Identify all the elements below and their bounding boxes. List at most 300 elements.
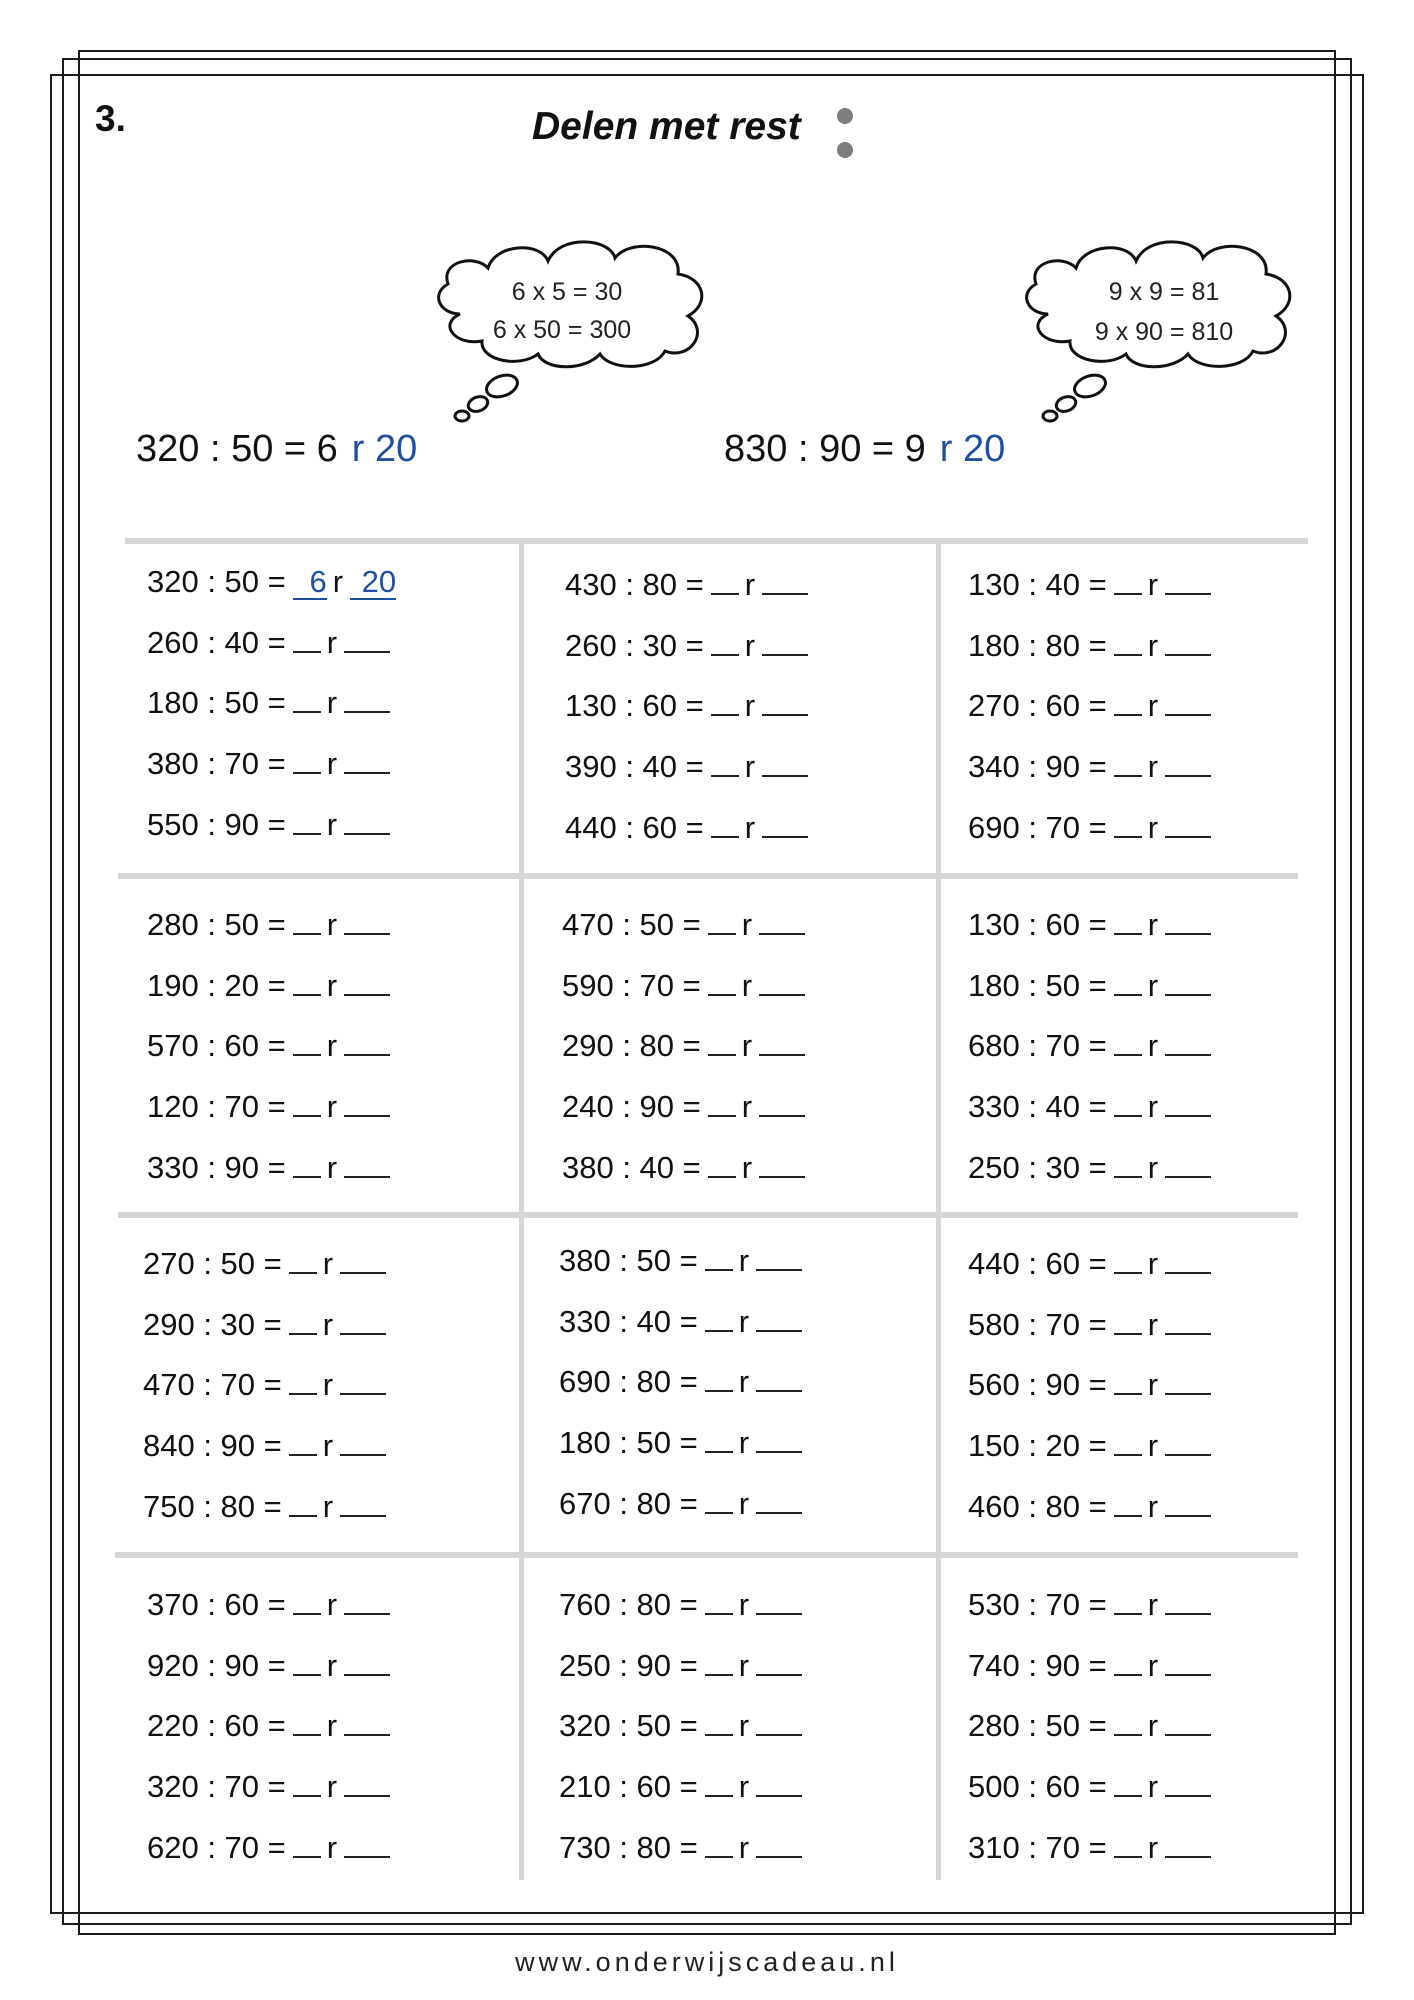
example-remainder-answer: 20 [350,566,396,600]
exercise-row [565,626,905,687]
exercise-equation: 470 : 50 = [562,907,701,942]
remainder-blank[interactable] [762,810,808,838]
exercise-equation: 330 : 90 = [147,1149,286,1185]
exercise-equation: 240 : 90 = [562,1089,701,1125]
quotient-blank[interactable] [289,1489,317,1517]
exercise-row [143,1305,483,1366]
remainder-label: r [326,685,338,721]
quotient-blank[interactable] [293,1089,321,1117]
exercise-equation: 120 : 70 = [147,1089,286,1125]
exercise-equation: 320 : 70 = [147,1769,286,1805]
exercise-equation: 530 : 70 = [968,1587,1107,1622]
remainder-blank[interactable] [1165,1587,1211,1615]
exercise-equation: 260 : 40 = [147,624,286,660]
exercise-equation: 470 : 70 = [143,1367,282,1403]
exercise-equation: 430 : 80 = [565,567,704,602]
exercise-block-11 [559,1585,899,1888]
remainder-blank[interactable] [1165,1150,1211,1178]
quotient-blank[interactable] [705,1304,733,1332]
remainder-blank[interactable] [1165,1367,1211,1395]
quotient-blank[interactable] [289,1246,317,1274]
hint-2-line-2: 9 x 90 = 810 [1094,318,1234,346]
remainder-label: r [1147,749,1159,785]
remainder-blank[interactable] [344,1089,390,1117]
remainder-label: r [322,1428,334,1464]
quotient-blank[interactable] [1114,749,1142,777]
exercise-equation: 250 : 90 = [559,1647,698,1683]
remainder-blank[interactable] [762,628,808,656]
exercise-row [559,1706,899,1767]
remainder-blank[interactable] [340,1307,386,1335]
quotient-blank[interactable] [1114,1150,1142,1178]
quotient-blank[interactable] [1114,1769,1142,1797]
quotient-blank[interactable] [708,968,736,996]
exercise-row [968,1148,1308,1209]
exercise-row [559,1828,899,1889]
remainder-label: r [322,1246,334,1281]
remainder-blank[interactable] [344,1648,390,1676]
exercise-equation: 920 : 90 = [147,1647,286,1683]
remainder-blank[interactable] [1165,1708,1211,1736]
remainder-blank[interactable] [1165,968,1211,996]
quotient-blank[interactable] [289,1307,317,1335]
remainder-blank[interactable] [344,685,390,713]
exercise-equation: 310 : 70 = [968,1829,1107,1865]
quotient-blank[interactable] [293,625,321,653]
remainder-blank[interactable] [1165,907,1211,935]
exercise-row [559,1362,899,1423]
remainder-blank[interactable] [1165,688,1211,716]
exercise-equation: 270 : 50 = [143,1246,282,1281]
exercise-equation: 380 : 40 = [562,1149,701,1185]
exercise-equation: 380 : 50 = [559,1243,698,1278]
remainder-blank[interactable] [759,907,805,935]
remainder-label: r [1147,1089,1159,1125]
exercise-block-7 [143,1244,483,1547]
remainder-label: r [326,1149,338,1185]
quotient-blank[interactable] [289,1367,317,1395]
remainder-label: r [744,809,756,845]
remainder-blank[interactable] [1165,1246,1211,1274]
remainder-label: r [326,1647,338,1683]
remainder-blank[interactable] [340,1246,386,1274]
quotient-blank[interactable] [1114,628,1142,656]
exercise-equation: 590 : 70 = [562,967,701,1003]
quotient-blank[interactable] [708,1150,736,1178]
remainder-blank[interactable] [756,1243,802,1271]
remainder-blank[interactable] [344,807,390,835]
exercise-equation: 150 : 20 = [968,1428,1107,1464]
exercise-equation: 210 : 60 = [559,1769,698,1805]
remainder-label: r [326,967,338,1003]
exercise-equation: 320 : 50 = [147,564,286,599]
remainder-label: r [744,567,756,602]
remainder-label: r [1147,1246,1159,1281]
remainder-blank[interactable] [1165,749,1211,777]
quotient-blank[interactable] [289,1428,317,1456]
remainder-label: r [1147,567,1159,602]
quotient-blank[interactable] [711,810,739,838]
remainder-blank[interactable] [1165,810,1211,838]
exercise-equation: 680 : 70 = [968,1028,1107,1064]
exercise-block-5 [562,905,902,1208]
remainder-blank[interactable] [1165,1428,1211,1456]
remainder-blank[interactable] [762,749,808,777]
exercise-equation: 440 : 60 = [968,1246,1107,1281]
exercise-equation: 380 : 70 = [147,746,286,782]
remainder-label: r [322,1488,334,1524]
quotient-blank[interactable] [293,1648,321,1676]
exercise-equation: 130 : 60 = [968,907,1107,942]
remainder-label: r [744,627,756,663]
remainder-label: r [1147,627,1159,663]
example-2 [724,428,1005,471]
remainder-blank[interactable] [756,1648,802,1676]
remainder-label: r [744,749,756,785]
exercise-equation: 840 : 90 = [143,1428,282,1464]
exercise-equation: 180 : 50 = [147,685,286,721]
remainder-blank[interactable] [344,746,390,774]
quotient-blank[interactable] [705,1587,733,1615]
remainder-blank[interactable] [1165,1769,1211,1797]
remainder-label: r [1147,1488,1159,1524]
remainder-label: r [738,1829,750,1865]
example-1-remainder: r 20 [351,428,418,470]
exercise-equation: 180 : 50 = [968,967,1107,1003]
exercise-row [562,1026,902,1087]
exercise-row [147,1646,487,1707]
exercise-equation: 560 : 90 = [968,1367,1107,1403]
quotient-blank[interactable] [705,1708,733,1736]
remainder-blank[interactable] [759,1028,805,1056]
remainder-blank[interactable] [1165,1307,1211,1335]
remainder-label: r [326,806,338,842]
sheet-number: 3. [95,98,126,139]
quotient-blank[interactable] [705,1769,733,1797]
remainder-label: r [741,967,753,1003]
exercise-row [147,805,487,866]
remainder-blank[interactable] [756,1769,802,1797]
remainder-label: r [738,1485,750,1521]
exercise-block-3 [968,565,1308,868]
exercise-row [147,562,487,623]
remainder-blank[interactable] [756,1587,802,1615]
exercise-equation: 690 : 80 = [559,1364,698,1400]
remainder-label: r [738,1708,750,1744]
quotient-blank[interactable] [1114,567,1142,595]
exercise-row [562,966,902,1027]
remainder-label: r [738,1303,750,1339]
quotient-blank[interactable] [1114,688,1142,716]
exercise-equation: 460 : 80 = [968,1488,1107,1524]
quotient-blank[interactable] [705,1486,733,1514]
remainder-blank[interactable] [759,1150,805,1178]
exercise-equation: 180 : 80 = [968,627,1107,663]
quotient-blank[interactable] [293,1769,321,1797]
exercise-equation: 580 : 70 = [968,1306,1107,1342]
remainder-blank[interactable] [1165,1489,1211,1517]
exercise-equation: 180 : 50 = [559,1425,698,1461]
exercise-equation: 290 : 80 = [562,1028,701,1064]
grid-line-col-1 [519,540,524,1880]
footer-website-url[interactable]: www.onderwijscadeau.nl [515,1947,899,1977]
quotient-blank[interactable] [1114,1708,1142,1736]
exercise-row [559,1484,899,1545]
remainder-label: r [1147,1367,1159,1403]
exercise-row [143,1365,483,1426]
remainder-blank[interactable] [759,1089,805,1117]
quotient-blank[interactable] [711,688,739,716]
remainder-blank[interactable] [344,1830,390,1858]
remainder-label: r [326,746,338,782]
remainder-label: r [1147,1028,1159,1064]
exercise-row [147,1706,487,1767]
exercise-block-9 [968,1244,1308,1547]
exercise-row [968,1585,1308,1646]
remainder-label: r [1147,967,1159,1003]
exercise-row [968,1087,1308,1148]
remainder-blank[interactable] [762,567,808,595]
exercise-block-10 [147,1585,487,1888]
remainder-label: r [326,1587,338,1622]
remainder-blank[interactable] [1165,1028,1211,1056]
exercise-row [968,626,1308,687]
example-1 [136,428,417,471]
exercise-equation: 130 : 60 = [565,688,704,724]
exercise-row [147,1026,487,1087]
remainder-label: r [741,1028,753,1064]
exercise-equation: 220 : 60 = [147,1708,286,1744]
remainder-label: r [738,1647,750,1683]
exercise-equation: 760 : 80 = [559,1587,698,1622]
remainder-label: r [738,1769,750,1805]
exercise-row [562,1087,902,1148]
exercise-block-6 [968,905,1308,1208]
remainder-label: r [1147,907,1159,942]
exercise-row [968,1305,1308,1366]
exercise-equation: 280 : 50 = [147,907,286,942]
remainder-blank[interactable] [340,1428,386,1456]
exercise-row [968,1767,1308,1828]
exercise-row [559,1646,899,1707]
quotient-blank[interactable] [1114,968,1142,996]
exercise-equation: 130 : 40 = [968,567,1107,602]
remainder-label: r [738,1425,750,1461]
quotient-blank[interactable] [1114,907,1142,935]
exercise-equation: 620 : 70 = [147,1829,286,1865]
remainder-blank[interactable] [756,1830,802,1858]
exercise-block-1 [147,562,487,865]
quotient-blank[interactable] [705,1830,733,1858]
remainder-blank[interactable] [344,968,390,996]
exercise-equation: 440 : 60 = [565,809,704,845]
example-1-equation: 320 : 50 = 6 [136,428,338,470]
exercise-equation: 190 : 20 = [147,967,286,1003]
exercise-equation: 390 : 40 = [565,749,704,785]
quotient-blank[interactable] [293,907,321,935]
quotient-blank[interactable] [1114,1307,1142,1335]
quotient-blank[interactable] [293,1028,321,1056]
exercise-row [147,1087,487,1148]
remainder-blank[interactable] [756,1425,802,1453]
remainder-label: r [741,907,753,942]
quotient-blank[interactable] [708,1028,736,1056]
remainder-blank[interactable] [1165,1089,1211,1117]
example-2-equation: 830 : 90 = 9 [724,428,926,470]
remainder-blank[interactable] [1165,1648,1211,1676]
exercise-row [968,747,1308,808]
exercise-row [565,808,905,869]
quotient-blank[interactable] [1114,1587,1142,1615]
quotient-blank[interactable] [1114,1428,1142,1456]
exercise-block-4 [147,905,487,1208]
exercise-row [143,1426,483,1487]
hint-cloud-2 [1008,236,1308,426]
remainder-blank[interactable] [756,1486,802,1514]
grid-line-top [125,538,1308,544]
remainder-label: r [326,1708,338,1744]
remainder-blank[interactable] [344,1769,390,1797]
quotient-blank[interactable] [293,685,321,713]
exercise-equation: 730 : 80 = [559,1829,698,1865]
remainder-label: r [1147,1769,1159,1805]
quotient-blank[interactable] [1114,1246,1142,1274]
remainder-label: r [326,1769,338,1805]
quotient-blank[interactable] [1114,1367,1142,1395]
quotient-blank[interactable] [711,749,739,777]
exercise-equation: 320 : 50 = [559,1708,698,1744]
remainder-blank[interactable] [344,625,390,653]
quotient-blank[interactable] [711,567,739,595]
exercise-row [143,1487,483,1548]
quotient-blank[interactable] [293,1150,321,1178]
quotient-blank[interactable] [705,1243,733,1271]
exercise-equation: 500 : 60 = [968,1769,1107,1805]
remainder-label: r [1147,1428,1159,1464]
quotient-blank[interactable] [293,1830,321,1858]
exercise-row [559,1241,899,1302]
remainder-label: r [1147,809,1159,845]
quotient-blank[interactable] [293,746,321,774]
exercise-equation: 750 : 80 = [143,1488,282,1524]
remainder-blank[interactable] [344,1587,390,1615]
quotient-blank[interactable] [705,1364,733,1392]
remainder-blank[interactable] [344,1150,390,1178]
exercise-row [968,966,1308,1027]
remainder-label: r [1147,1149,1159,1185]
exercise-row [968,1244,1308,1305]
exercise-row [565,747,905,808]
exercise-equation: 330 : 40 = [559,1303,698,1339]
exercise-row [968,1026,1308,1087]
exercise-row [562,1148,902,1209]
exercise-equation: 330 : 40 = [968,1089,1107,1125]
exercise-row [147,623,487,684]
remainder-label: r [1147,1829,1159,1865]
remainder-label: r [1147,1587,1159,1622]
quotient-blank[interactable] [705,1425,733,1453]
example-2-remainder: r 20 [939,428,1006,470]
remainder-label: r [326,1829,338,1865]
remainder-blank[interactable] [344,907,390,935]
remainder-blank[interactable] [1165,628,1211,656]
remainder-label: r [741,1149,753,1185]
remainder-label: r [326,1028,338,1064]
exercise-row [968,808,1308,869]
remainder-blank[interactable] [1165,567,1211,595]
exercise-row [147,1828,487,1889]
remainder-label: r [1147,688,1159,724]
quotient-blank[interactable] [1114,1489,1142,1517]
exercise-equation: 670 : 80 = [559,1485,698,1521]
remainder-blank[interactable] [759,968,805,996]
exercise-row [147,966,487,1027]
exercise-block-12 [968,1585,1308,1888]
quotient-blank[interactable] [711,628,739,656]
quotient-blank[interactable] [293,807,321,835]
exercise-row [147,1767,487,1828]
quotient-blank[interactable] [1114,1028,1142,1056]
quotient-blank[interactable] [293,1708,321,1736]
remainder-label: r [738,1587,750,1622]
exercise-equation: 250 : 30 = [968,1149,1107,1185]
exercise-equation: 570 : 60 = [147,1028,286,1064]
remainder-blank[interactable] [762,688,808,716]
remainder-blank[interactable] [756,1708,802,1736]
quotient-blank[interactable] [1114,1089,1142,1117]
remainder-label: r [738,1364,750,1400]
exercise-equation: 340 : 90 = [968,749,1107,785]
quotient-blank[interactable] [705,1648,733,1676]
quotient-blank[interactable] [293,1587,321,1615]
remainder-blank[interactable] [340,1489,386,1517]
remainder-label: r [332,564,344,599]
quotient-blank[interactable] [708,1089,736,1117]
exercise-row [968,1487,1308,1548]
exercise-equation: 550 : 90 = [147,806,286,842]
hint-cloud-1 [420,236,720,426]
exercise-row [559,1767,899,1828]
remainder-blank[interactable] [344,1708,390,1736]
remainder-blank[interactable] [340,1367,386,1395]
exercise-row [147,744,487,805]
hint-1-line-1: 6 x 5 = 30 [511,278,623,306]
quotient-blank[interactable] [293,968,321,996]
remainder-blank[interactable] [756,1304,802,1332]
remainder-label: r [1147,1647,1159,1683]
remainder-label: r [322,1306,334,1342]
quotient-blank[interactable] [708,907,736,935]
exercise-row [559,1585,899,1646]
quotient-blank[interactable] [1114,810,1142,838]
remainder-blank[interactable] [344,1028,390,1056]
grid-line-row-3 [115,1552,1298,1558]
remainder-label: r [326,907,338,942]
exercise-equation: 280 : 50 = [968,1708,1107,1744]
exercise-equation: 370 : 60 = [147,1587,286,1622]
remainder-label: r [326,1089,338,1125]
division-colon-icon [835,108,855,164]
grid-line-row-1 [118,873,1298,879]
exercise-row [143,1244,483,1305]
exercise-equation: 290 : 30 = [143,1306,282,1342]
quotient-blank[interactable] [1114,1830,1142,1858]
remainder-blank[interactable] [1165,1830,1211,1858]
remainder-blank[interactable] [756,1364,802,1392]
quotient-blank[interactable] [1114,1648,1142,1676]
exercise-row [968,1365,1308,1426]
exercise-equation: 270 : 60 = [968,688,1107,724]
